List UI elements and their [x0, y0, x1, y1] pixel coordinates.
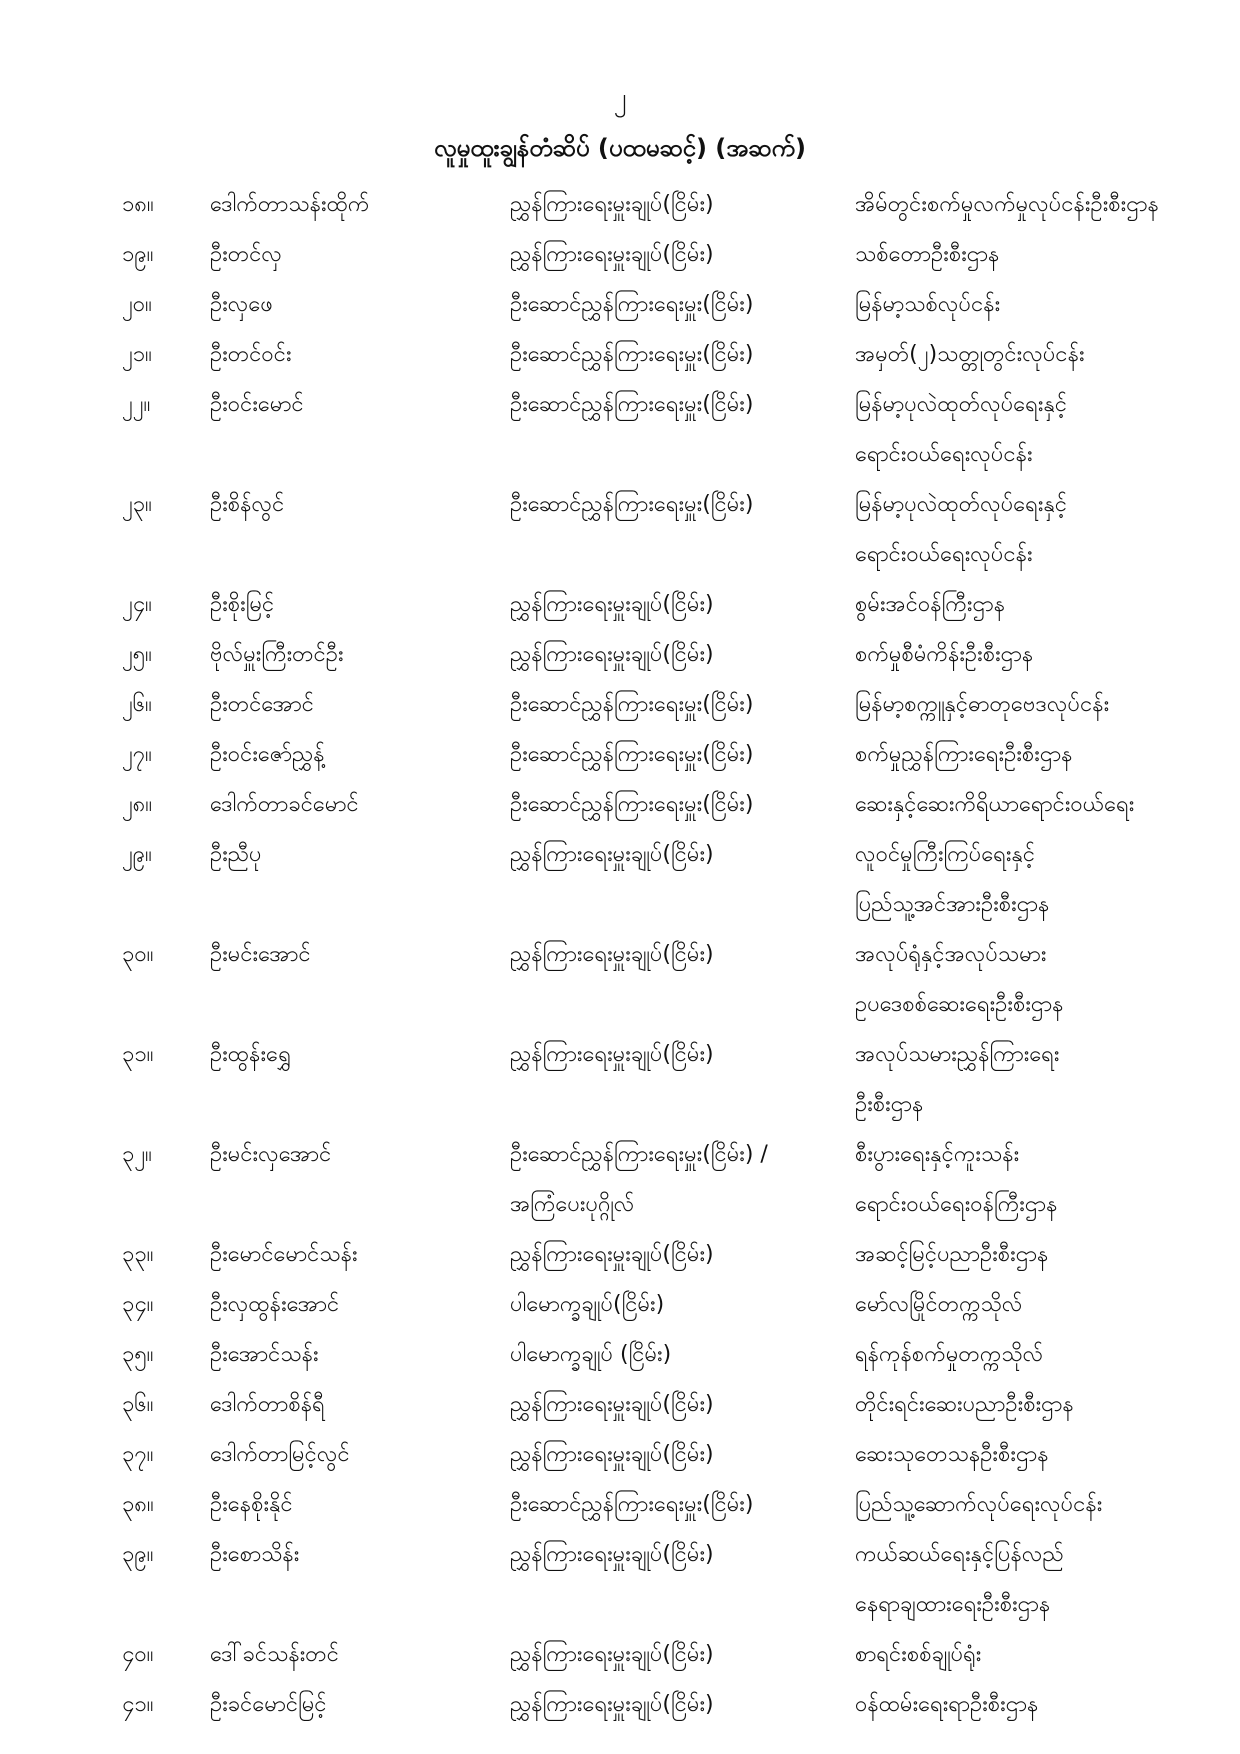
- list-item: [0, 480, 1240, 580]
- organization-line: နေရာချထားရေးဦးစီးဌာန: [855, 1592, 1051, 1617]
- recipient-position: [510, 380, 855, 430]
- list-item: [0, 830, 1240, 930]
- recipient-name: ဦးတင်ဝင်း: [210, 342, 292, 367]
- item-number: ၂၃။: [122, 492, 152, 517]
- recipient-organization: [855, 280, 1235, 330]
- position-line: ပါမောက္ခချုပ် (ငြိမ်း): [510, 1342, 672, 1367]
- position-line: အကြံပေးပုဂ္ဂိုလ်: [510, 1192, 635, 1217]
- list-item: [0, 1230, 1240, 1280]
- recipient-organization: [855, 680, 1235, 730]
- item-number: ၂၅။: [122, 642, 152, 667]
- recipient-organization: [855, 1530, 1235, 1630]
- organization-line: အိမ်တွင်းစက်မှုလက်မှုလုပ်ငန်းဦးစီးဌာန: [855, 192, 1159, 217]
- item-number: ၂၀။: [122, 292, 152, 317]
- recipient-position: [510, 680, 855, 730]
- list-item: [0, 780, 1240, 830]
- recipient-position: [510, 180, 855, 230]
- item-number: ၁၉။: [122, 242, 154, 267]
- recipient-name: ဒေါက်တာစိန်ရီ: [210, 1392, 325, 1417]
- organization-line: အလုပ်သမားညွှန်ကြားရေး: [855, 1042, 1060, 1067]
- organization-line: ဆေးနှင့်ဆေးကိရိယာရောင်းဝယ်ရေး: [855, 792, 1135, 817]
- recipient-name: ဦးညီပု: [210, 842, 262, 867]
- position-line: ညွှန်ကြားရေးမှူးချုပ်(ငြိမ်း): [510, 1542, 714, 1567]
- organization-line: ဆေးသုတေသနဦးစီးဌာန: [855, 1442, 1049, 1467]
- recipient-position: [510, 830, 855, 880]
- recipient-organization: [855, 1230, 1235, 1280]
- organization-line: အမှတ်(၂)သတ္တုတွင်းလုပ်ငန်း: [855, 342, 1085, 367]
- recipient-position: [510, 1030, 855, 1080]
- recipient-organization: [855, 1630, 1235, 1680]
- position-line: ညွှန်ကြားရေးမှူးချုပ်(ငြိမ်း): [510, 1242, 714, 1267]
- recipient-name: ဦးမင်းအောင်: [210, 942, 311, 967]
- organization-line: မြန်မာ့ပုလဲထုတ်လုပ်ရေးနှင့်: [855, 392, 1068, 417]
- organization-line: ကယ်ဆယ်ရေးနှင့်ပြန်လည်: [855, 1542, 1064, 1567]
- item-number: ၃၇။: [122, 1442, 154, 1467]
- position-line: ဦးဆောင်ညွှန်ကြားရေးမှူး(ငြိမ်း): [510, 392, 754, 417]
- recipient-name: ဦးစိုးမြင့်: [210, 592, 275, 617]
- item-number: ၃၅။: [122, 1342, 154, 1367]
- item-number: ၂၆။: [122, 692, 152, 717]
- recipient-organization: [855, 180, 1235, 230]
- list-item: [0, 180, 1240, 230]
- recipient-position: [510, 280, 855, 330]
- position-line: ပါမောက္ခချုပ်(ငြိမ်း): [510, 1292, 665, 1317]
- recipient-organization: [855, 1380, 1235, 1430]
- position-line: ညွှန်ကြားရေးမှူးချုပ်(ငြိမ်း): [510, 842, 714, 867]
- position-line: ဦးဆောင်ညွှန်ကြားရေးမှူး(ငြိမ်း): [510, 742, 754, 767]
- recipient-name: ဗိုလ်မှူးကြီးတင်ဦး: [210, 642, 344, 667]
- recipient-position: [510, 730, 855, 780]
- item-number: ၃၁။: [122, 1042, 154, 1067]
- recipient-position: [510, 1230, 855, 1280]
- recipient-organization: [855, 1280, 1235, 1330]
- position-line: ညွှန်ကြားရေးမှူးချုပ်(ငြိမ်း): [510, 242, 714, 267]
- organization-line: ရောင်းဝယ်ရေးလုပ်ငန်း: [855, 442, 1033, 467]
- recipient-organization: [855, 380, 1235, 480]
- recipient-name: ဒေါက်တာခင်မောင်: [210, 792, 359, 817]
- list-item: [0, 1330, 1240, 1380]
- item-number: ၂၂။: [122, 392, 151, 417]
- position-line: ညွှန်ကြားရေးမှူးချုပ်(ငြိမ်း): [510, 592, 714, 617]
- position-line: ညွှန်ကြားရေးမှူးချုပ်(ငြိမ်း): [510, 1042, 714, 1067]
- recipient-name: ဦးထွန်းရွှေ: [210, 1042, 292, 1067]
- recipient-name: ဦးတင်အောင်: [210, 692, 314, 717]
- organization-line: စာရင်းစစ်ချုပ်ရုံး: [855, 1642, 982, 1667]
- list-item: [0, 680, 1240, 730]
- recipient-name: ဦးစောသိန်း: [210, 1542, 300, 1567]
- list-item: [0, 230, 1240, 280]
- recipient-name: ဦးတင်လှ: [210, 242, 283, 267]
- organization-line: သစ်တောဦးစီးဌာန: [855, 242, 1000, 267]
- recipient-organization: [855, 1680, 1235, 1730]
- list-item: [0, 1530, 1240, 1630]
- organization-line: တိုင်းရင်းဆေးပညာဦးစီးဌာန: [855, 1392, 1074, 1417]
- organization-line: ရန်ကုန်စက်မှုတက္ကသိုလ်: [855, 1342, 1044, 1367]
- recipient-position: [510, 1430, 855, 1480]
- recipient-position: [510, 780, 855, 830]
- position-line: ဦးဆောင်ညွှန်ကြားရေးမှူး(ငြိမ်း): [510, 492, 754, 517]
- list-item: [0, 330, 1240, 380]
- recipient-name: ဦးခင်မောင်မြင့်: [210, 1692, 327, 1717]
- position-line: ညွှန်ကြားရေးမှူးချုပ်(ငြိမ်း): [510, 1442, 714, 1467]
- recipient-name: ဦးလှဖေ: [210, 292, 273, 317]
- organization-line: အဆင့်မြင့်ပညာဦးစီးဌာန: [855, 1242, 1049, 1267]
- organization-line: ရောင်းဝယ်ရေးဝန်ကြီးဌာန: [855, 1192, 1058, 1217]
- recipient-organization: [855, 580, 1235, 630]
- organization-line: မြန်မာ့စက္ကူနှင့်ဓာတုဗေဒလုပ်ငန်း: [855, 692, 1110, 717]
- item-number: ၃၃။: [122, 1242, 154, 1267]
- item-number: ၃၈။: [122, 1492, 154, 1517]
- list-item: [0, 1280, 1240, 1330]
- recipient-position: [510, 1380, 855, 1430]
- list-item: [0, 1680, 1240, 1730]
- item-number: ၃၂။: [122, 1142, 152, 1167]
- recipient-position: [510, 1330, 855, 1380]
- list-item: [0, 1430, 1240, 1480]
- recipient-organization: [855, 780, 1235, 830]
- organization-line: ဥပဒေစစ်ဆေးရေးဦးစီးဌာန: [855, 992, 1064, 1017]
- recipient-position: [510, 1130, 855, 1230]
- recipient-organization: [855, 1030, 1235, 1130]
- position-line: ညွှန်ကြားရေးမှူးချုပ်(ငြိမ်း): [510, 1642, 714, 1667]
- list-item: [0, 630, 1240, 680]
- position-line: ဦးဆောင်ညွှန်ကြားရေးမှူး(ငြိမ်း): [510, 692, 754, 717]
- item-number: ၄၁။: [122, 1692, 154, 1717]
- page-number: ၂: [613, 83, 627, 113]
- organization-line: ပြည်သူ့အင်အားဦးစီးဌာန: [855, 892, 1050, 917]
- organization-line: စက်မှုစီမံကိန်းဦးစီးဌာန: [855, 642, 1034, 667]
- recipient-position: [510, 630, 855, 680]
- item-number: ၂၇။: [122, 742, 152, 767]
- list-item: [0, 380, 1240, 480]
- recipient-position: [510, 330, 855, 380]
- recipient-organization: [855, 330, 1235, 380]
- organization-line: စီးပွားရေးနှင့်ကူးသန်း: [855, 1142, 1020, 1167]
- position-line: ဦးဆောင်ညွှန်ကြားရေးမှူး(ငြိမ်း): [510, 1492, 754, 1517]
- recipient-position: [510, 1680, 855, 1730]
- organization-line: မြန်မာ့ပုလဲထုတ်လုပ်ရေးနှင့်: [855, 492, 1068, 517]
- recipient-name: ဦးနေစိုးနိုင်: [210, 1492, 293, 1517]
- recipient-position: [510, 230, 855, 280]
- recipient-name: ဒေါ်ခင်သန်းတင်: [210, 1642, 339, 1667]
- position-line: ဦးဆောင်ညွှန်ကြားရေးမှူး(ငြိမ်း) /: [510, 1142, 768, 1167]
- recipient-position: [510, 580, 855, 630]
- list-item: [0, 930, 1240, 1030]
- item-number: ၂၈။: [122, 792, 153, 817]
- recipient-position: [510, 1530, 855, 1580]
- recipient-name: ဒေါက်တာမြင့်လွင်: [210, 1442, 350, 1467]
- list-item: [0, 280, 1240, 330]
- position-line: ညွှန်ကြားရေးမှူးချုပ်(ငြိမ်း): [510, 192, 714, 217]
- recipient-name: ဦးအောင်သန်း: [210, 1342, 319, 1367]
- recipient-organization: [855, 1330, 1235, 1380]
- organization-line: စွမ်းအင်ဝန်ကြီးဌာန: [855, 592, 1006, 617]
- recipient-organization: [855, 630, 1235, 680]
- organization-line: လူဝင်မှုကြီးကြပ်ရေးနှင့်: [855, 842, 1036, 867]
- organization-line: ဦးစီးဌာန: [855, 1092, 924, 1117]
- organization-line: မြန်မာ့သစ်လုပ်ငန်း: [855, 292, 1001, 317]
- list-item: [0, 580, 1240, 630]
- position-line: ညွှန်ကြားရေးမှူးချုပ်(ငြိမ်း): [510, 642, 714, 667]
- position-line: ဦးဆောင်ညွှန်ကြားရေးမှူး(ငြိမ်း): [510, 792, 754, 817]
- item-number: ၁၈။: [122, 192, 154, 217]
- recipient-name: ဦးမင်းလှအောင်: [210, 1142, 332, 1167]
- item-number: ၂၄။: [122, 592, 152, 617]
- recipient-organization: [855, 1130, 1235, 1230]
- recipient-organization: [855, 830, 1235, 930]
- position-line: ဦးဆောင်ညွှန်ကြားရေးမှူး(ငြိမ်း): [510, 292, 754, 317]
- organization-line: ပြည်သူ့ဆောက်လုပ်ရေးလုပ်ငန်း: [855, 1492, 1103, 1517]
- item-number: ၂၉။: [122, 842, 152, 867]
- recipient-name: ဦးဝင်းမောင်: [210, 392, 304, 417]
- list-item: [0, 1480, 1240, 1530]
- recipient-name: ဦးစိန်လွင်: [210, 492, 285, 517]
- recipient-name: ဦးလှထွန်းအောင်: [210, 1292, 340, 1317]
- recipient-position: [510, 1630, 855, 1680]
- list-item: [0, 1130, 1240, 1230]
- organization-line: မော်လမြိုင်တက္ကသိုလ်: [855, 1292, 1023, 1317]
- recipient-name: ဒေါက်တာသန်းထိုက်: [210, 192, 370, 217]
- award-list: [0, 180, 1240, 1730]
- recipient-position: [510, 480, 855, 530]
- recipient-organization: [855, 730, 1235, 780]
- recipient-organization: [855, 930, 1235, 1030]
- recipient-position: [510, 1480, 855, 1530]
- list-item: [0, 1630, 1240, 1680]
- list-item: [0, 730, 1240, 780]
- recipient-position: [510, 1280, 855, 1330]
- recipient-organization: [855, 1480, 1235, 1530]
- position-line: ဦးဆောင်ညွှန်ကြားရေးမှူး(ငြိမ်း): [510, 342, 754, 367]
- organization-line: အလုပ်ရုံနှင့်အလုပ်သမား: [855, 942, 1047, 967]
- recipient-organization: [855, 480, 1235, 580]
- item-number: ၄၀။: [122, 1642, 154, 1667]
- recipient-name: ဦးဝင်းဇော်ညွှန့်: [210, 742, 325, 767]
- recipient-organization: [855, 1430, 1235, 1480]
- recipient-position: [510, 930, 855, 980]
- list-item: [0, 1030, 1240, 1130]
- recipient-organization: [855, 230, 1235, 280]
- item-number: ၃၆။: [122, 1392, 154, 1417]
- organization-line: ရောင်းဝယ်ရေးလုပ်ငန်း: [855, 542, 1033, 567]
- recipient-name: ဦးမောင်မောင်သန်း: [210, 1242, 358, 1267]
- item-number: ၃၄။: [122, 1292, 154, 1317]
- position-line: ညွှန်ကြားရေးမှူးချုပ်(ငြိမ်း): [510, 942, 714, 967]
- list-item: [0, 1380, 1240, 1430]
- position-line: ညွှန်ကြားရေးမှူးချုပ်(ငြိမ်း): [510, 1392, 714, 1417]
- document-title: လူမှုထူးချွန်တံဆိပ် (ပထမဆင့်) (အဆက်): [434, 134, 806, 162]
- item-number: ၃၀။: [122, 942, 154, 967]
- item-number: ၂၁။: [122, 342, 152, 367]
- organization-line: စက်မှုညွှန်ကြားရေးဦးစီးဌာန: [855, 742, 1073, 767]
- item-number: ၃၉။: [122, 1542, 154, 1567]
- position-line: ညွှန်ကြားရေးမှူးချုပ်(ငြိမ်း): [510, 1692, 714, 1717]
- organization-line: ဝန်ထမ်းရေးရာဦးစီးဌာန: [855, 1692, 1039, 1717]
